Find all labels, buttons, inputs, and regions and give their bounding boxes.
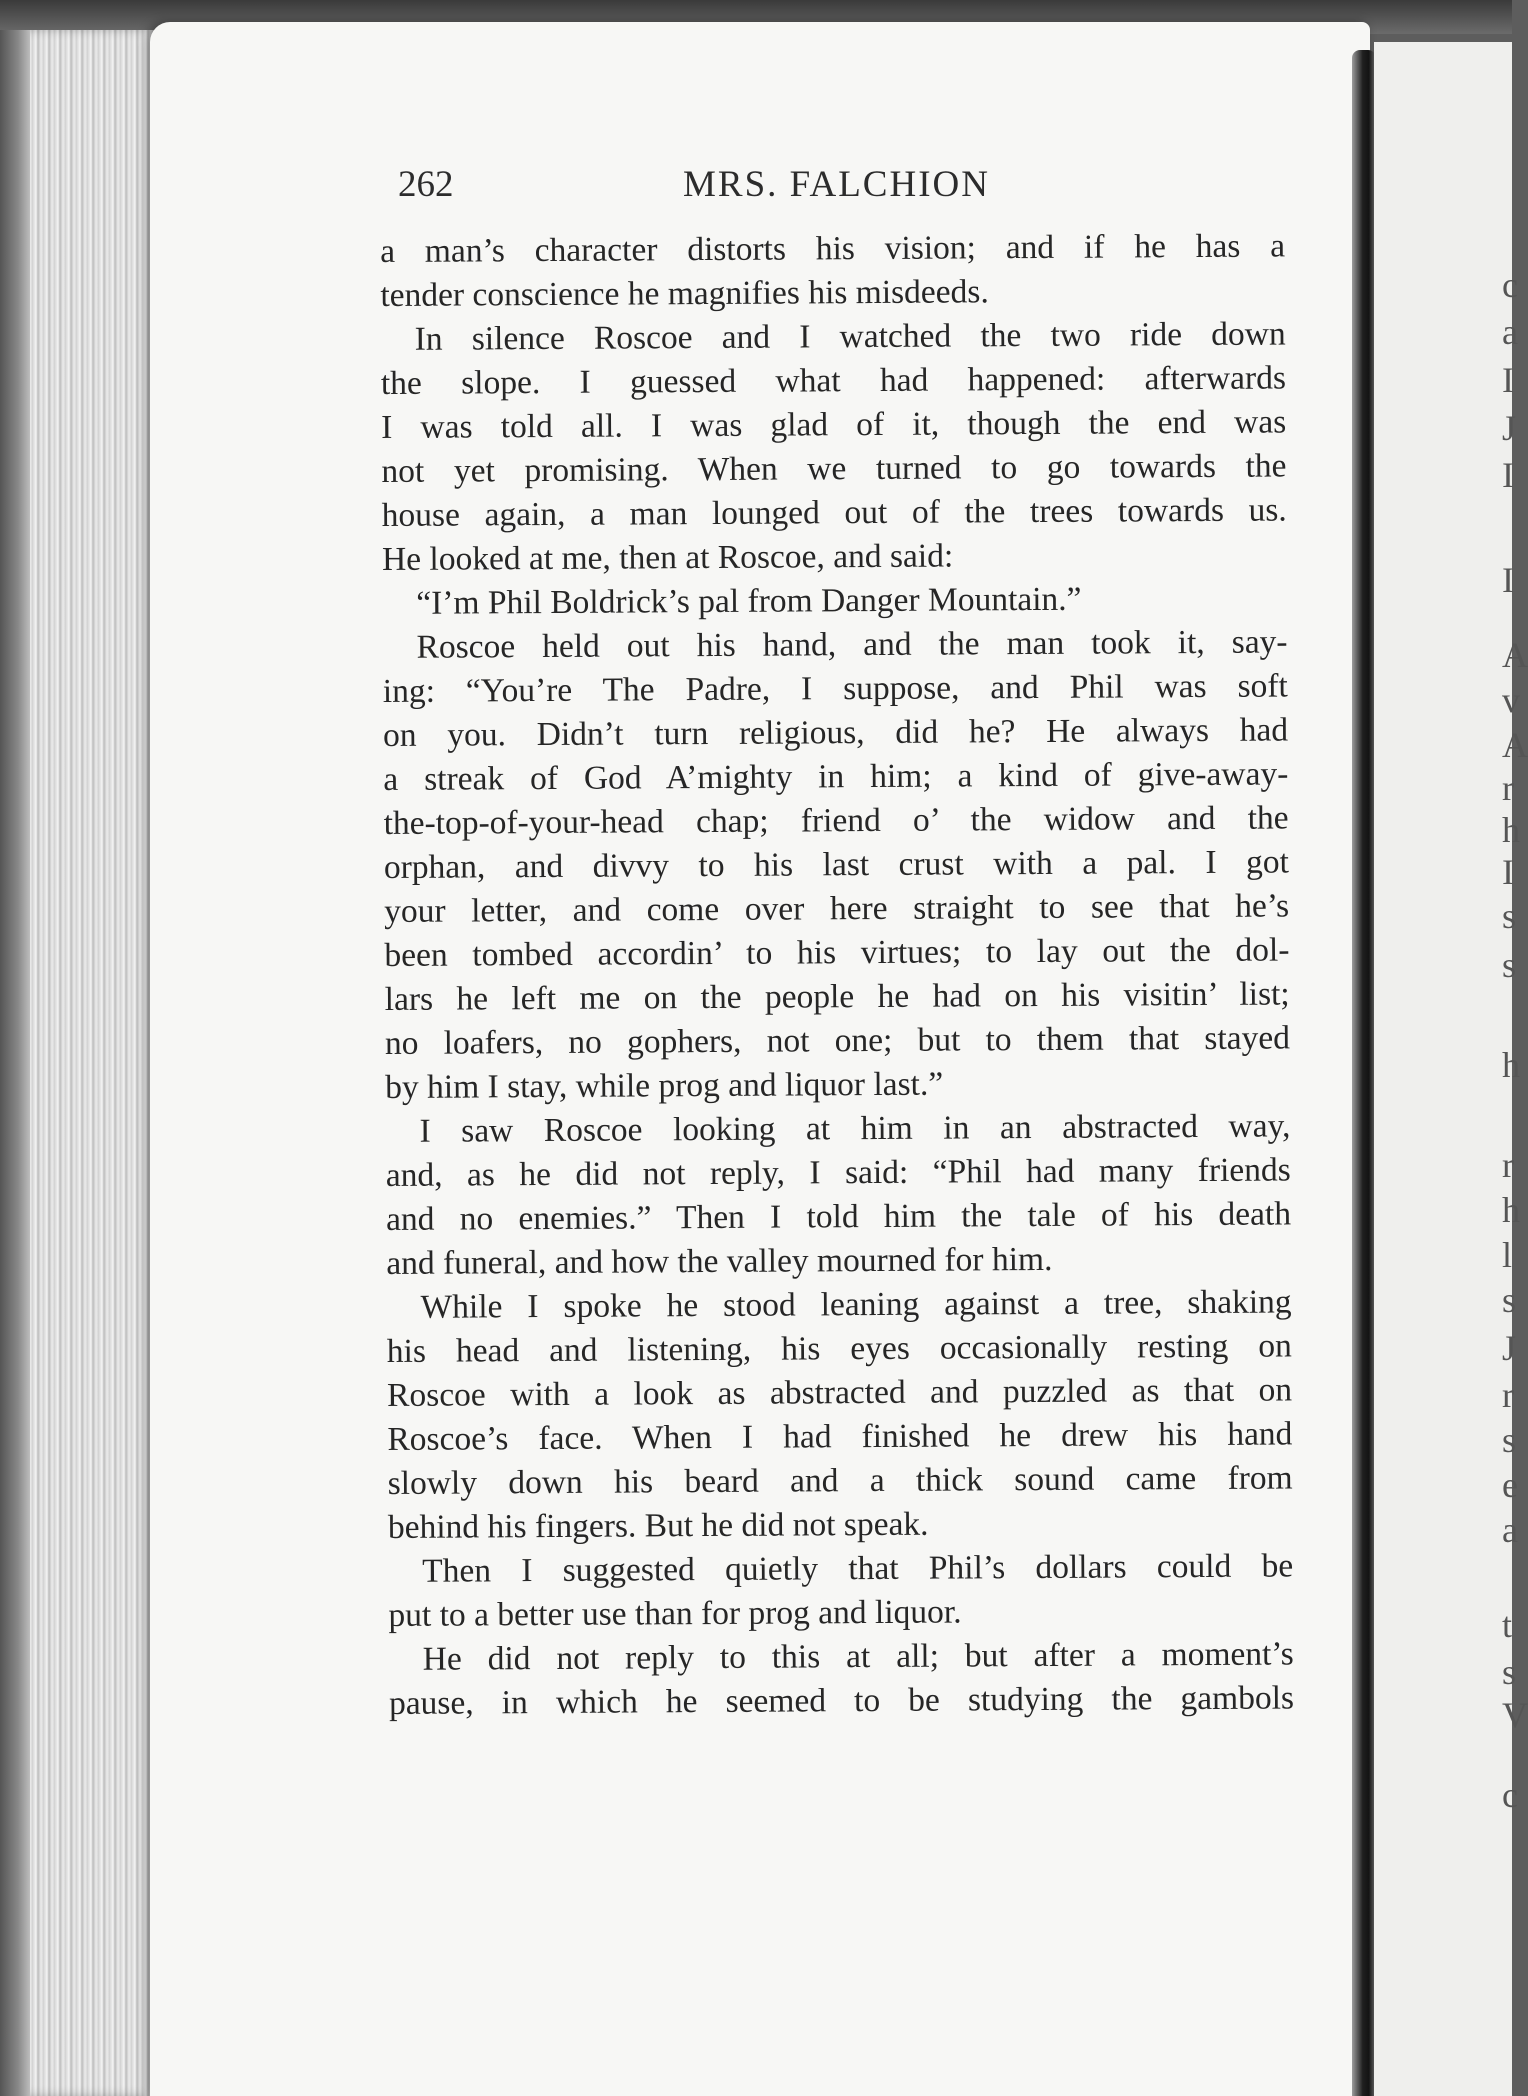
running-head: MRS. FALCHION	[683, 164, 990, 205]
next-page-fragment: J	[1502, 408, 1517, 448]
next-page-fragment: t	[1502, 1605, 1513, 1645]
text-line: a streak of God A’mighty in him; a kind of give-away-	[383, 755, 1289, 798]
text-line: I saw Roscoe looking at him in an abstracted way,	[419, 1107, 1291, 1150]
next-page-fragment: s	[1502, 1420, 1517, 1460]
text-line: by him I stay, while prog and liquor last.”	[385, 1065, 944, 1106]
next-page-fragment: a	[1502, 312, 1518, 352]
next-page-fragment: I	[1502, 360, 1514, 400]
body-text	[380, 224, 1294, 1726]
page-number: 262	[398, 164, 454, 205]
next-page-fragment: A	[1502, 635, 1528, 675]
next-page-fragment: s	[1502, 1652, 1517, 1692]
next-page-fragment: a	[1502, 1510, 1518, 1550]
text-line: tender conscience he magnifies his misdeeds.	[380, 273, 989, 314]
text-line: his head and listening, his eyes occasionally resting on	[386, 1327, 1292, 1370]
text-line: on you. Didn’t turn religious, did he? He always had	[382, 711, 1289, 754]
next-page-fragment: I	[1502, 455, 1514, 495]
text-line: the slope. I guessed what had happened: afterwards	[380, 359, 1287, 402]
text-line: I was told all. I was glad of it, though the end was	[381, 403, 1287, 446]
next-page-fragment: c	[1502, 1775, 1518, 1815]
text-line: and funeral, and how the valley mourned for him.	[386, 1240, 1053, 1282]
text-line: “I’m Phil Boldrick’s pal from Danger Mountain.”	[416, 580, 1082, 622]
next-page-fragment: r	[1502, 1145, 1514, 1185]
text-line: He looked at me, then at Roscoe, and said:	[381, 537, 954, 578]
text-line: your letter, and come over here straight to see that he’s	[384, 887, 1290, 930]
text-line: He did not reply to this at all; but after a moment’s	[422, 1635, 1294, 1678]
next-page-fragment: s	[1502, 1280, 1517, 1320]
text-line: no loafers, no gophers, not one; but to them that stayed	[384, 1019, 1291, 1062]
text-line: pause, in which he seemed to be studying the gambols	[388, 1679, 1295, 1722]
next-page-fragment: V	[1502, 1695, 1528, 1735]
text-line: While I spoke he stood leaning against a tree, shaking	[420, 1283, 1292, 1326]
next-page-fragment: J	[1502, 1328, 1517, 1368]
next-page-fragment: e	[1502, 1465, 1518, 1505]
page-header	[398, 163, 1008, 213]
next-page-fragment: r	[1502, 768, 1514, 808]
text-line: and, as he did not reply, I said: “Phil had many friends	[385, 1151, 1291, 1194]
next-page-fragment: r	[1502, 1375, 1514, 1415]
book-edge-shadow	[0, 30, 30, 2096]
next-page-fragment: I	[1502, 560, 1514, 600]
next-page-fragment: h	[1502, 1045, 1520, 1085]
next-page-fragment: A	[1502, 725, 1528, 765]
text-line: Then I suggested quietly that Phil’s dollars could be	[422, 1547, 1294, 1590]
book-gutter	[1352, 50, 1376, 2096]
text-line: lars he left me on the people he had on his visitin’ list;	[384, 975, 1290, 1018]
next-page-fragment: c	[1502, 265, 1518, 305]
text-line: Roscoe held out his hand, and the man took it, say-	[416, 623, 1288, 666]
text-line: ing: “You’re The Padre, I suppose, and Phil was soft	[382, 667, 1288, 710]
text-line: the-top-of-your-head chap; friend o’ the widow and the	[383, 799, 1289, 842]
next-page-fragment: l	[1502, 1235, 1513, 1275]
text-line: In silence Roscoe and I watched the two ride down	[414, 315, 1286, 358]
next-page-fragment: h	[1502, 810, 1520, 850]
next-page-fragment: s	[1502, 945, 1517, 985]
next-page-edge	[1374, 42, 1528, 2096]
text-line: slowly down his beard and a thick sound came from	[387, 1459, 1293, 1502]
next-page-fragment: I	[1502, 852, 1514, 892]
text-line: Roscoe with a look as abstracted and puzzled as that on	[387, 1371, 1293, 1414]
text-line: not yet promising. When we turned to go towards the	[381, 447, 1287, 490]
text-line: a man’s character distorts his vision; and if he has a	[380, 227, 1286, 270]
text-line: been tombed accordin’ to his virtues; to lay out the dol-	[384, 931, 1290, 974]
next-page-fragment: s	[1502, 896, 1517, 936]
text-line: behind his fingers. But he did not speak.	[387, 1505, 929, 1546]
text-line: house again, a man lounged out of the trees towards us.	[381, 491, 1287, 534]
text-line: orphan, and divvy to his last crust with a pal. I got	[383, 843, 1289, 886]
text-line: and no enemies.” Then I told him the tale of his death	[385, 1195, 1292, 1238]
next-page-fragment: h	[1502, 1190, 1520, 1230]
text-line: Roscoe’s face. When I had finished he drew his hand	[387, 1415, 1293, 1458]
text-line: put to a better use than for prog and liquor.	[388, 1593, 962, 1634]
next-page-fragment: v	[1502, 680, 1520, 720]
